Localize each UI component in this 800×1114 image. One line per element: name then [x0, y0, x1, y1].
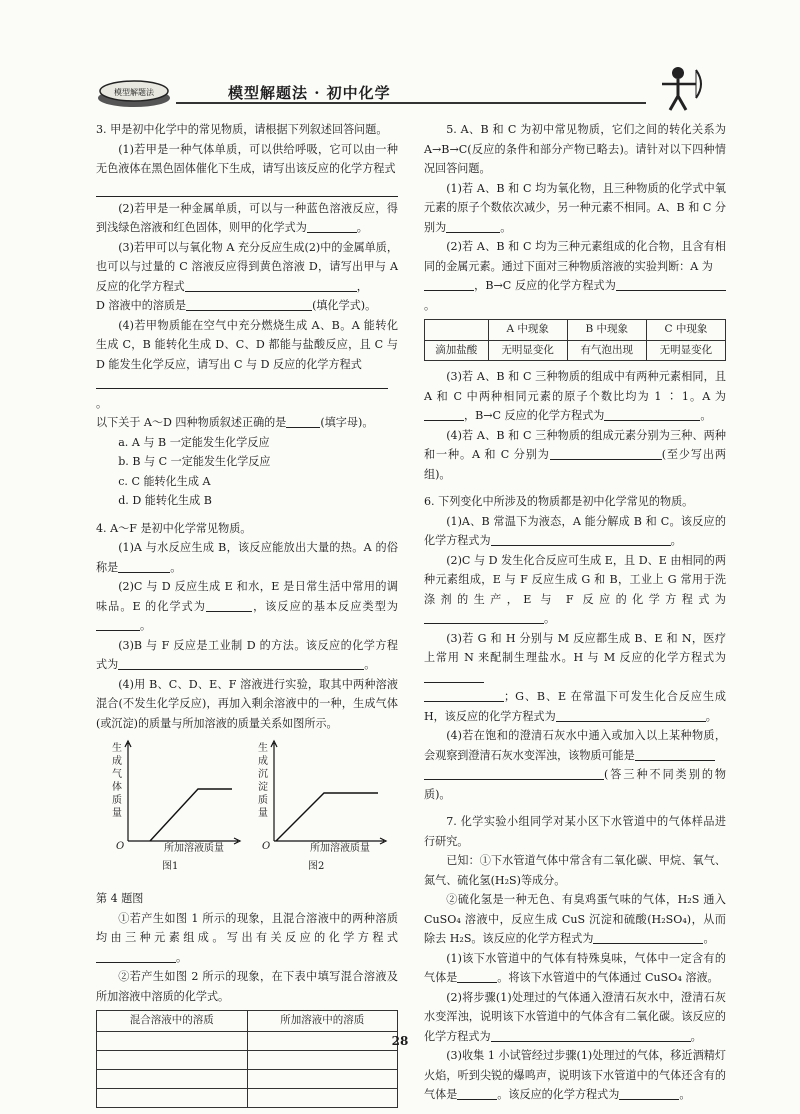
fig1-caption: 图1: [162, 861, 179, 872]
table-cell[interactable]: [97, 1050, 248, 1069]
q5-answer-blank[interactable]: [424, 407, 464, 421]
punct: 。: [690, 1029, 702, 1043]
q6-answer-blank[interactable]: [491, 532, 671, 546]
q3-option: d. D 能转化生成 B: [118, 494, 212, 507]
q5-intro: 5. A、B 和 C 为初中常见物质，它们之间的转化关系为 A→B→C(反应的条件和部分产物已略去)。请针对以下四种情况回答问题。: [424, 123, 726, 175]
fig1-ylabel-char: 气: [112, 769, 122, 780]
q6-part4: (4)若在饱和的澄清石灰水中通入或加入以上某种物质，会观察到澄清石灰水变浑浊，该物质可能是: [424, 729, 726, 762]
figure-2-chart: [248, 737, 388, 887]
q4-figures: [96, 737, 398, 889]
q7-intro: 7. 化学实验小组同学对某小区下水管道中的气体样品进行研究。: [424, 815, 726, 848]
q5-part2-eq: ，B→C 反应的化学方程式为: [474, 279, 616, 292]
header-title: 模型解题法 · 初中化学: [228, 84, 391, 102]
q6-part2: (2)C 与 D 发生化合反应可生成 E，且 D、E 由相同的两种元素组成，E 与 F 反应生成 G 和 B，工业上 G 常用于洗涤剂的生产，E 与 F 反应的化学方程式为: [424, 553, 726, 606]
fig2-ylabel-char: 成: [258, 756, 268, 767]
q7-known1: 已知：①下水管道气体中常含有二氧化碳、甲烷、氧气、氮气、硫化氢(H₂S)等成分。: [424, 854, 726, 887]
header-rule: [176, 102, 646, 104]
q4-answer-table: [96, 1010, 398, 1108]
q7-answer-blank[interactable]: [619, 1086, 679, 1100]
table-header: 所加溶液中的溶质: [247, 1011, 398, 1032]
logo-text: 模型解题法: [114, 88, 154, 97]
q4-answer-blank[interactable]: [118, 559, 170, 573]
fig2-ylabel-char: 淀: [258, 782, 268, 793]
q3-part3: (3)若甲可以与氧化物 A 充分反应生成(2)中的金属单质，也可以与过量的 C 溶液反应得到黄色溶液 D，请写出甲与 A 反应的化学方程式: [96, 240, 398, 293]
page-number: 28: [391, 1034, 409, 1048]
punct: 。: [170, 560, 182, 574]
q4-answer-blank[interactable]: [118, 656, 364, 670]
table-header: [425, 320, 489, 341]
q4-intro: 4. A～F 是初中化学常见物质。: [96, 521, 252, 535]
q6-answer-blank[interactable]: [424, 766, 604, 780]
q6-answer-blank[interactable]: [424, 688, 504, 702]
q6-part1: (1)A、B 常温下为液态，A 能分解成 B 和 C。该反应的化学方程式为: [424, 514, 726, 547]
q6-answer-blank[interactable]: [635, 747, 715, 761]
book-logo-icon: [96, 78, 172, 108]
fig2-origin: O: [262, 841, 271, 852]
q4-answer-blank[interactable]: [96, 617, 140, 631]
q5-answer-blank[interactable]: [550, 446, 662, 460]
q4-part2: (2)C 与 D 反应生成 E 和水，E 是日常生活中常用的调味品。E 的化学式为: [96, 580, 398, 613]
table-cell[interactable]: [247, 1050, 398, 1069]
fig2-y-axis: [271, 741, 277, 841]
figure-1-chart: [102, 737, 242, 887]
table-cell: 无明显变化: [646, 340, 725, 361]
fig1-origin: O: [116, 841, 125, 852]
q6-answer-blank[interactable]: [424, 610, 544, 624]
punct: 。: [700, 409, 712, 422]
table-cell[interactable]: [247, 1088, 398, 1107]
punct: 。: [500, 220, 512, 234]
fig2-series-line: [276, 793, 378, 841]
fig1-ylabel-char: 体: [112, 782, 122, 793]
fig2-ylabel-char: 量: [258, 808, 268, 819]
q3-part4-hint: (填字母)。: [320, 416, 374, 429]
q4-part3: (3)B 与 F 反应是工业制 D 的方法。该反应的化学方程式为: [96, 638, 398, 671]
table-cell: 无明显变化: [488, 340, 567, 361]
fig1-ylabel-char: 量: [112, 808, 122, 819]
punct: 。: [356, 221, 368, 234]
q3-option: c. C 能转化生成 A: [118, 474, 211, 488]
q5-part2: (2)若 A、B 和 C 均为三种元素组成的化合物，且含有相同的金属元素。通过下面对三种物质溶液的实验判断：A 为: [424, 240, 726, 273]
q3-option: b. B 与 C 一定能发生化学反应: [118, 455, 271, 468]
q4-part1: (1)A 与水反应生成 B，该反应能放出大量的热。A 的俗称是: [96, 541, 398, 574]
q6-answer-blank[interactable]: [556, 708, 706, 722]
q6-part3-eq: ；G、B、E 在常温下可发生化合反应生成 H，该反应的化学方程式为: [424, 690, 726, 723]
q3-option: a. A 与 B 一定能发生化学反应: [118, 435, 270, 449]
punct: 。: [703, 932, 715, 945]
q4-answer-blank[interactable]: [206, 598, 252, 612]
q7-part3: (3)收集 1 小试管经过步骤(1)处理过的气体，移近酒精灯火焰，听到尖锐的爆鸣声，说明该下水管道中的气体还含有的气体是: [424, 1049, 726, 1101]
fig2-ylabel-char: 生: [258, 743, 268, 754]
q6-part3: (3)若 G 和 H 分别与 M 反应都生成 B、E 和 N，医疗上常用 N 来配制生理盐水。H 与 M 反应的化学方程式为: [424, 631, 726, 664]
punct: 。: [96, 396, 108, 410]
q4-answer-blank[interactable]: [96, 949, 176, 963]
q3-answer-blank[interactable]: [185, 278, 357, 292]
punct: 。: [424, 298, 436, 312]
page-header: [96, 72, 706, 112]
q5-part3: (3)若 A、B 和 C 三种物质的组成中有两种元素相同，且 A 和 C 中两种相同元素的原子个数比均为 1 ∶ 1。A 为: [424, 370, 726, 403]
figure-title: 第 4 题图: [96, 892, 144, 905]
q7-known2: ②硫化氢是一种无色、有臭鸡蛋气味的气体，H₂S 通入 CuSO₄ 溶液中，反应生成 CuS 沉淀和硫酸(H₂SO₄)，从而除去 H₂S。该反应的化学方程式为: [424, 893, 726, 945]
table-cell[interactable]: [97, 1069, 248, 1088]
q6-part4-hint: (答三种不同类别的物质)。: [424, 768, 726, 801]
fig2-xlabel: 所加溶液质量: [310, 843, 370, 854]
fig1-series-line: [150, 789, 232, 841]
q4-sub1: ①若产生如图 1 所示的现象，且混合溶液中的两种溶质均由三种元素组成。写出有关反应的化学方程式: [96, 911, 398, 944]
q7-part2: (2)将步骤(1)处理过的气体通入澄清石灰水中，澄清石灰水变浑浊，说明该下水管道中的气体含有二氧化碳。该反应的化学方程式为: [424, 990, 726, 1043]
q7-part3-eq: 。该反应的化学方程式为: [497, 1088, 620, 1101]
q3-answer-blank[interactable]: [286, 414, 320, 428]
fig2-ylabel-char: 质: [258, 795, 268, 806]
q5-part4: (4)若 A、B 和 C 三种物质的组成元素分别为三种、两种和一种。A 和 C 分别为: [424, 428, 726, 461]
punct: ，: [356, 279, 368, 293]
q4-part2-type: ，该反应的基本反应类型为: [252, 599, 398, 613]
punct: 。: [679, 1088, 691, 1101]
q7-part1-tail: 。将该下水管道中的气体通过 CuSO₄ 溶液。: [497, 971, 719, 984]
q5-answer-blank[interactable]: [616, 277, 726, 291]
q5-answer-blank[interactable]: [604, 407, 700, 421]
q7-answer-blank[interactable]: [593, 930, 703, 944]
q3-answer-blank[interactable]: [307, 219, 357, 233]
table-header: A 中现象: [488, 320, 567, 341]
q3-answer-blank[interactable]: [96, 375, 388, 389]
left-column: [96, 120, 398, 1114]
punct: 。: [140, 619, 152, 632]
q5-answer-blank[interactable]: [424, 277, 474, 291]
fig2-ylabel-char: 沉: [258, 769, 268, 780]
q3-part3-solute: D 溶液中的溶质是: [96, 299, 187, 312]
table-header: B 中现象: [567, 320, 646, 341]
fig1-ylabel-char: 成: [112, 756, 122, 767]
q3-intro: 3. 甲是初中化学中的常见物质，请根据下列叙述回答问题。: [96, 123, 388, 136]
q7-answer-blank[interactable]: [457, 1086, 497, 1100]
q3-part4: (4)若甲物质能在空气中充分燃烧生成 A、B。A 能转化生成 C，B 能转化生成 D、C、D 都能与盐酸反应，且 C 与 D 能发生化学反应，请写出 C 与 D 反应的化学方程式: [96, 318, 398, 371]
table-header: C 中现象: [646, 320, 725, 341]
q5-phenomena-table: [424, 319, 726, 361]
q4-sub2: ②若产生如图 2 所示的现象，在下表中填写混合溶液及所加溶液中溶质的化学式。: [96, 970, 398, 1003]
q3-part1: (1)若甲是一种气体单质，可以供给呼吸，它可以由一种无色液体在黑色固体催化下生成，请写出该反应的化学方程式: [96, 142, 398, 175]
fig1-ylabel-char: 生: [112, 743, 122, 754]
q5-part3-eq: ，B→C 反应的化学方程式为: [464, 409, 605, 422]
punct: 。: [705, 709, 717, 723]
fig1-ylabel-char: 质: [112, 795, 122, 806]
q5-answer-blank[interactable]: [446, 219, 500, 233]
fig1-xlabel: 所加溶液质量: [164, 843, 224, 854]
table-cell[interactable]: [97, 1088, 248, 1107]
punct: 。: [176, 950, 188, 964]
q3-part3-hint: (填化学式)。: [312, 299, 377, 312]
q4-part4: (4)用 B、C、D、E、F 溶液进行实验，取其中两种溶液混合(不发生化学反应)，再加入剩余溶液中的一种，生成气体(或沉淀)的质量与所加溶液的质量关系如图所示。: [96, 677, 398, 730]
q6-intro: 6. 下列变化中所涉及的物质都是初中化学常见的物质。: [424, 495, 694, 508]
q7-part1: (1)该下水管道中的气体有特殊臭味，气体中一定含有的气体是: [424, 951, 726, 984]
q5-part1: (1)若 A、B 和 C 均为氧化物，且三种物质的化学式中氧元素的原子个数依次减少，另一种元素不相同。A、B 和 C 分别为: [424, 181, 726, 234]
q3-answer-blank[interactable]: [186, 297, 312, 311]
q7-answer-blank[interactable]: [457, 969, 497, 983]
right-column: [424, 120, 726, 1105]
q3-part2: (2)若甲是一种金属单质，可以与一种蓝色溶液反应，得到浅绿色溶液和红色固体，则甲的化学式为: [96, 201, 398, 234]
q6-answer-blank[interactable]: [424, 669, 484, 683]
punct: 。: [544, 612, 556, 625]
q5-part4-hint: (至少写出两组)。: [424, 448, 726, 481]
q3-part4-choice: 以下关于 A～D 四种物质叙述正确的是: [96, 416, 287, 429]
fig2-caption: 图2: [308, 861, 325, 872]
q3-answer-line[interactable]: [96, 179, 398, 197]
table-cell[interactable]: [247, 1069, 398, 1088]
table-cell: 滴加盐酸: [425, 340, 489, 361]
table-cell: 有气泡出现: [567, 340, 646, 361]
fig1-y-axis: [125, 741, 131, 841]
archer-mascot-icon: [656, 64, 706, 112]
table-header: 混合溶液中的溶质: [97, 1011, 248, 1032]
punct: 。: [364, 658, 376, 671]
punct: 。: [670, 534, 682, 547]
